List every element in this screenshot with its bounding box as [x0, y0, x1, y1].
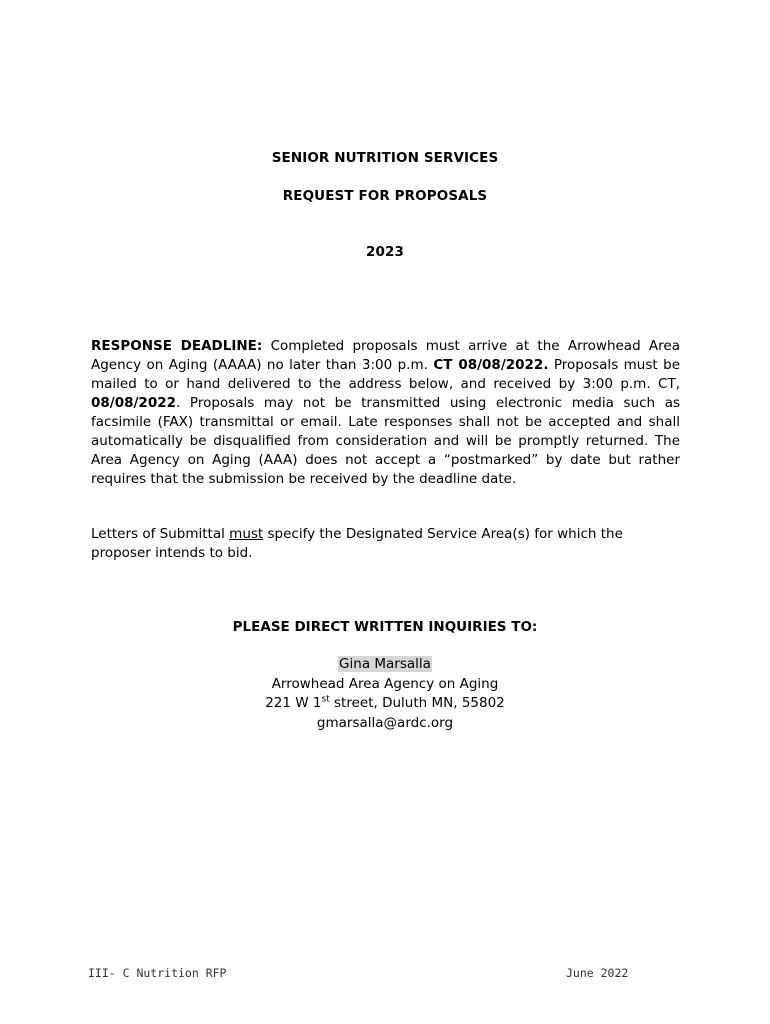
letters-of-submittal-paragraph — [91, 525, 680, 563]
footer-right: June 2022 — [566, 966, 629, 980]
document-year: 2023 — [366, 244, 404, 260]
inquiries-heading: PLEASE DIRECT WRITTEN INQUIRIES TO: — [232, 619, 538, 635]
deadline-text-1: Completed proposals must arrive at the Arrowhead Area Agency on Aging (AAAA) no later than 3:00 p.m. — [91, 338, 680, 373]
deadline-label: RESPONSE DEADLINE: — [91, 338, 263, 354]
contact-block — [0, 655, 770, 733]
contact-email: gmarsalla@ardc.org — [316, 714, 454, 731]
deadline-date-1: CT 08/08/2022. — [433, 357, 549, 373]
deadline-text-3: . Proposals may not be transmitted using electronic media such as facsimile (FAX) transmittal or email. Late responses shall not be accepted and shall automatically be disqualified from consideration and will be promptly returned. The Area Agency on Aging (AAA) does not accept a “postmarked” by date but rather requires that the submission be received by the deadline date. — [91, 395, 680, 487]
document-subtitle: REQUEST FOR PROPOSALS — [282, 188, 488, 204]
letters-text-2: specify the Designated Service Area(s) for which the proposer intends to bid. — [91, 526, 623, 561]
contact-organization: Arrowhead Area Agency on Aging — [271, 675, 499, 692]
footer-left: III- C Nutrition RFP — [88, 966, 227, 980]
response-deadline-paragraph — [91, 337, 680, 489]
document-title: SENIOR NUTRITION SERVICES — [271, 150, 499, 166]
letters-must: must — [229, 526, 264, 542]
contact-name: Gina Marsalla — [339, 656, 431, 672]
deadline-date-2: 08/08/2022 — [91, 395, 177, 411]
contact-address: 221 W 1st street, Duluth MN, 55802 — [265, 694, 505, 711]
letters-text-1: Letters of Submittal — [91, 526, 230, 542]
deadline-text-2: Proposals must be mailed to or hand delivered to the address below, and received by 3:00 p.m. CT, — [91, 357, 680, 392]
